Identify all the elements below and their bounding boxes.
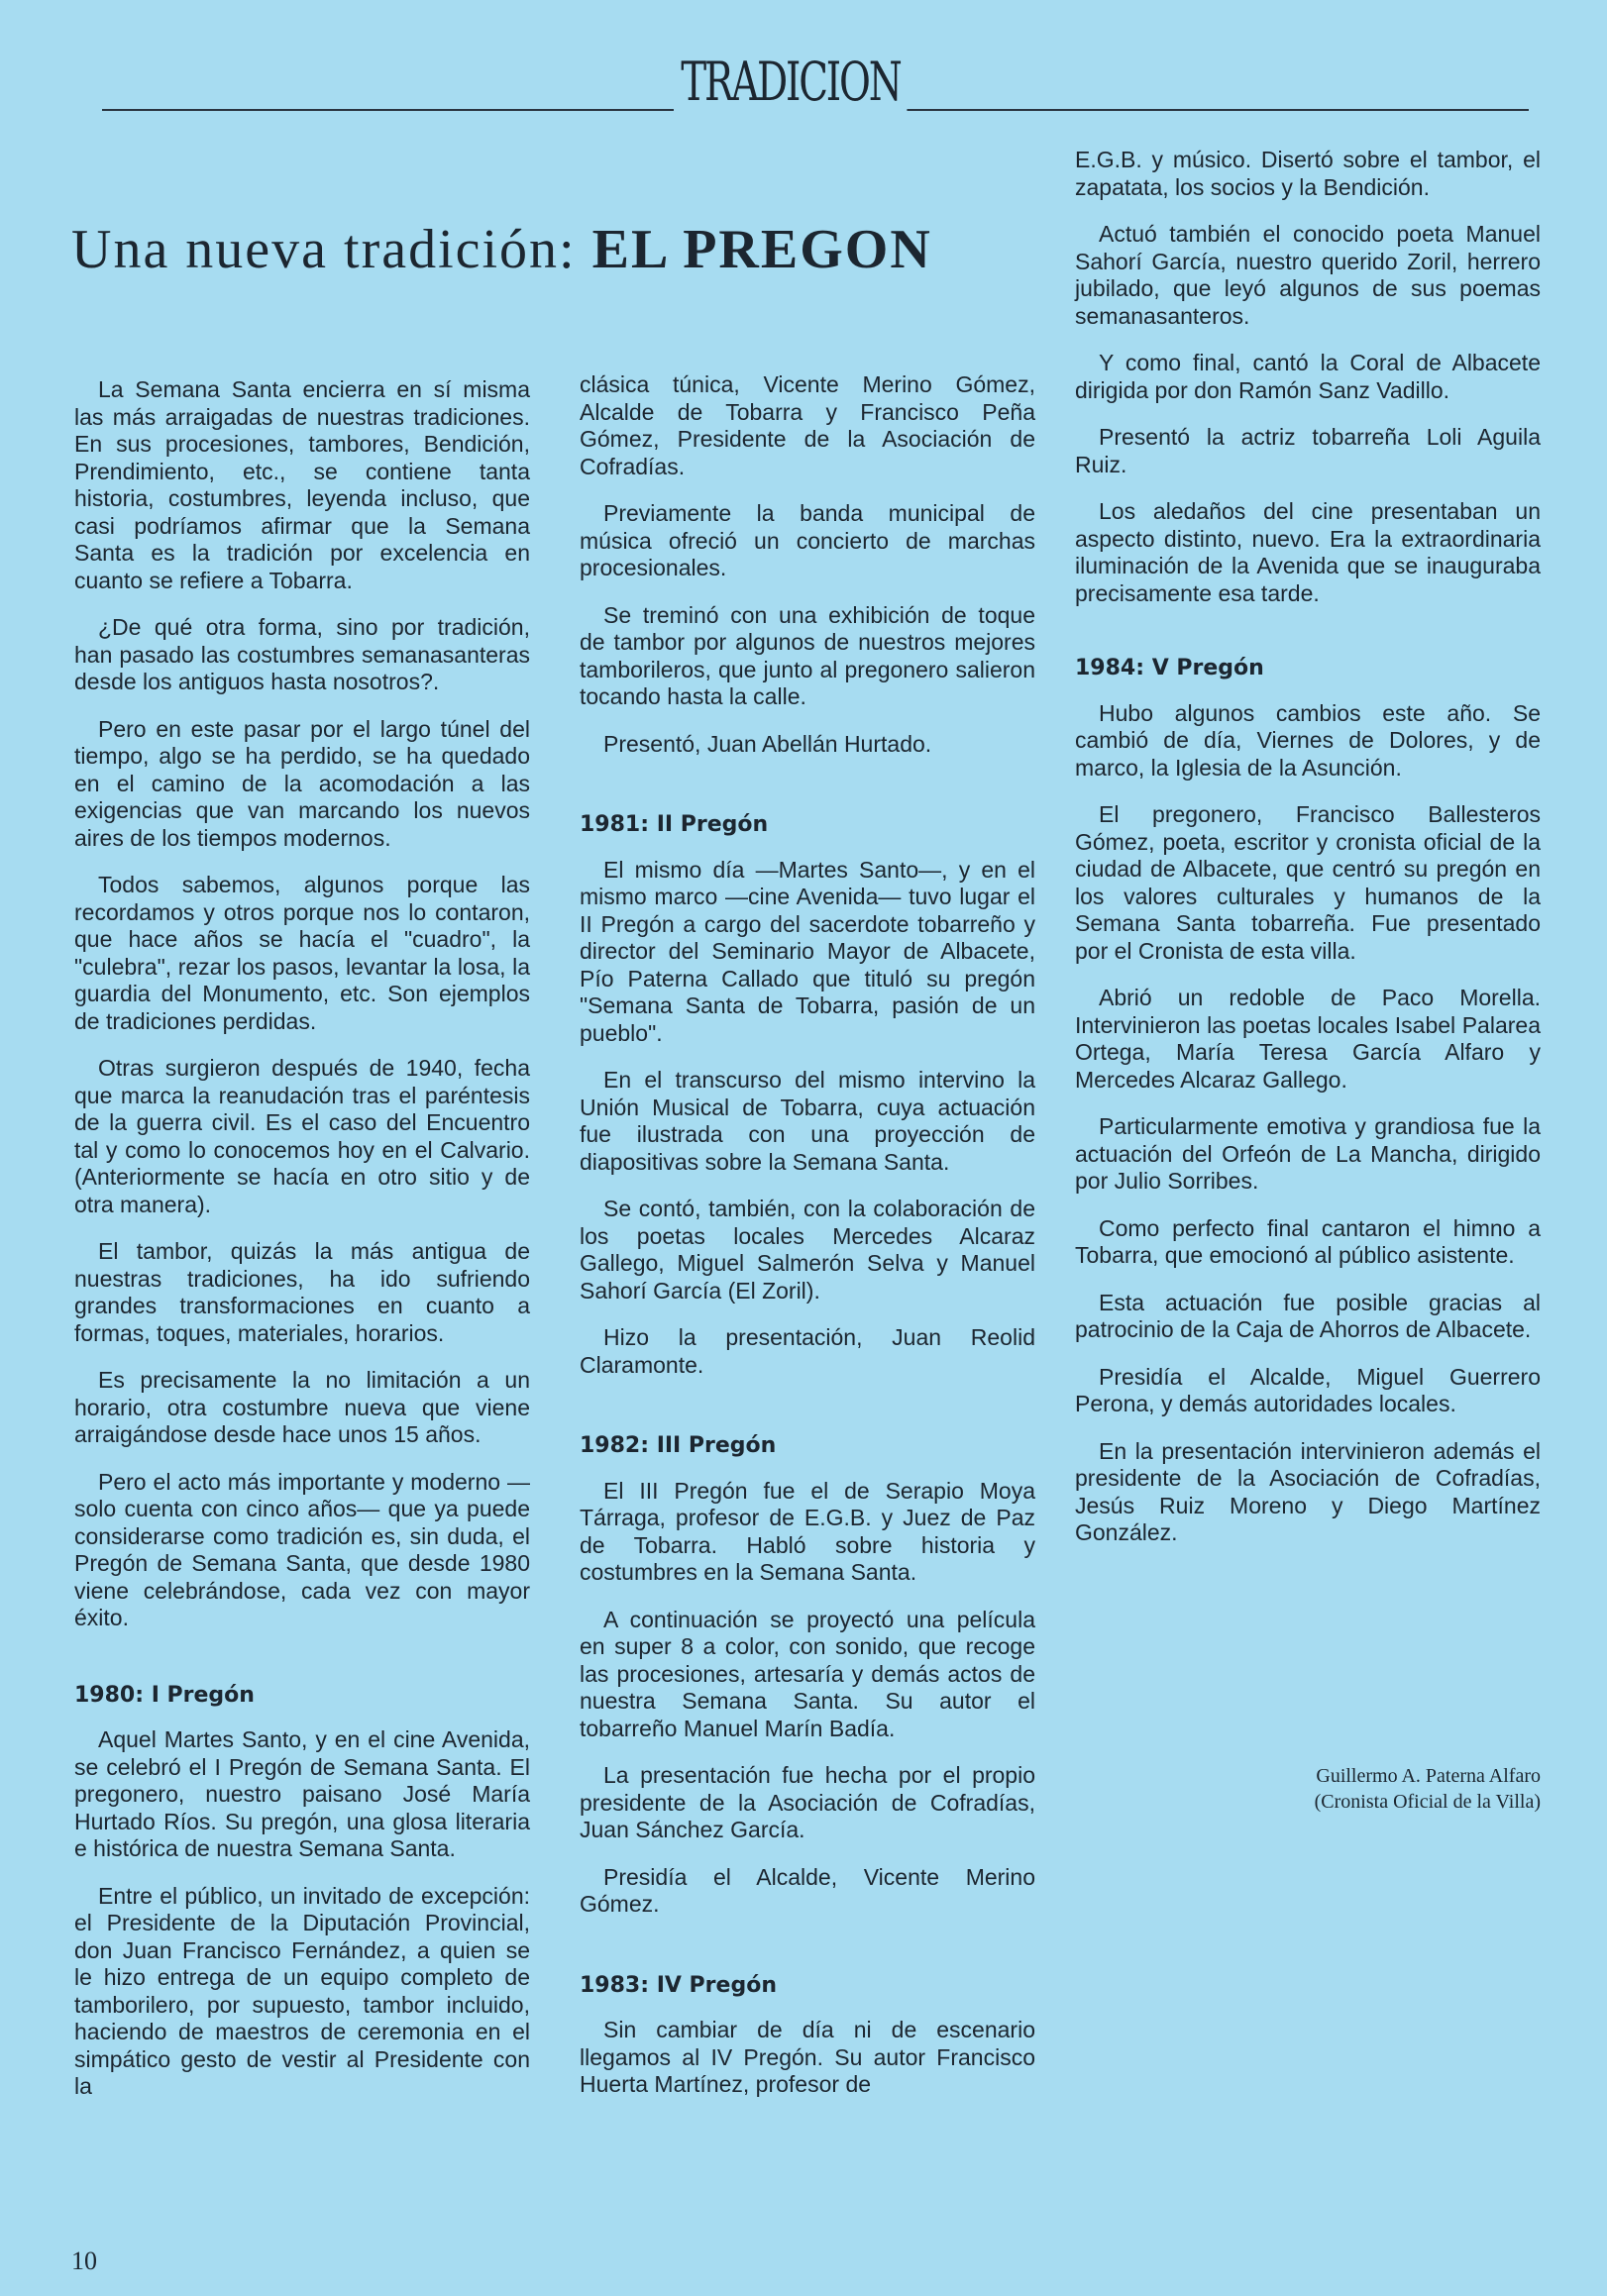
paragraph: La presentación fue hecha por el propio presidente de la Asociación de Cofradías, Juan Sánchez García.	[580, 1762, 1035, 1842]
paragraph: E.G.B. y músico. Disertó sobre el tambor, el zapatata, los socios y la Bendición.	[1075, 147, 1541, 200]
paragraph: El mismo día —Martes Santo—, y en el mismo marco —cine Avenida— tuvo lugar el II Pregón a cargo del sacerdote tobarreño y director del Seminario Mayor de Albacete, Pío Paterna Callado que tituló su pregón "Semana Santa de Tobarra, pasión de un pueblo".	[580, 856, 1035, 1046]
section-heading-1982: 1982: III Pregón	[580, 1433, 777, 1458]
paragraph: Presentó la actriz tobarreña Loli Aguila Ruiz.	[1075, 424, 1541, 477]
section-heading-1983: 1983: IV Pregón	[580, 1972, 777, 1998]
paragraph: Actuó también el conocido poeta Manuel Sahorí García, nuestro querido Zoril, herrero jubilado, que leyó algunos de sus poemas semanasanteros.	[1075, 221, 1541, 329]
author-role: (Cronista Oficial de la Villa)	[1314, 1791, 1541, 1813]
paragraph: En la presentación intervinieron además el presidente de la Asociación de Cofradías, Jesús Ruiz Moreno y Diego Martínez González.	[1075, 1437, 1541, 1545]
paragraph: clásica túnica, Vicente Merino Gómez, Alcalde de Tobarra y Francisco Peña Gómez, Presidente de la Asociación de Cofradías.	[580, 371, 1035, 479]
column-3	[1075, 147, 1541, 1567]
paragraph: Es precisamente la no limitación a un horario, otra costumbre nueva que viene arraigándose desde hace unos 15 años.	[74, 1367, 530, 1447]
page-number: 10	[71, 2246, 97, 2275]
paragraph: Presentó, Juan Abellán Hurtado.	[603, 730, 932, 757]
paragraph: Otras surgieron después de 1940, fecha que marca la reanudación tras el paréntesis de la guerra civil. Es el caso del Encuentro tal y como lo conocemos hoy en el Calvario. (Anteriormente se hacía en otro sitio y de otra manera).	[74, 1055, 530, 1217]
title-caps: EL PREGON	[591, 219, 932, 280]
paragraph: A continuación se proyectó una película en super 8 a color, con sonido, que recoge las procesiones, artesaría y demás actos de nuestra Semana Santa. Su autor el tobarreño Manuel Marín Badía.	[580, 1606, 1035, 1741]
paragraph: Y como final, cantó la Coral de Albacete dirigida por don Ramón Sanz Vadillo.	[1075, 350, 1541, 403]
section-heading-1980: 1980: I Pregón	[74, 1682, 255, 1708]
paragraph: Previamente la banda municipal de música ofreció un concierto de marchas procesionales.	[580, 500, 1035, 580]
paragraph: El tambor, quizás la más antigua de nuestras tradiciones, ha ido sufriendo grandes transformaciones en cuanto a formas, toques, materiales, horarios.	[74, 1238, 530, 1346]
paragraph: Hizo la presentación, Juan Reolid Claramonte.	[580, 1324, 1035, 1378]
paragraph: Pero en este pasar por el largo túnel del tiempo, algo se ha perdido, se ha quedado en el camino de la acomodación a las exigencias que van marcando los nuevos aires de los tiempos modernos.	[74, 715, 530, 851]
paragraph: Abrió un redoble de Paco Morella. Intervinieron las poetas locales Isabel Palarea Ortega, María Teresa García Alfaro y Mercedes Alcaraz Gallego.	[1075, 985, 1541, 1093]
paragraph: Sin cambiar de día ni de escenario llegamos al IV Pregón. Su autor Francisco Huerta Martínez, profesor de	[580, 2017, 1035, 2097]
paragraph: El III Pregón fue el de Serapio Moya Tárraga, profesor de E.G.B. y Juez de Paz de Tobarra. Habló sobre historia y costumbres en la Semana Santa.	[580, 1477, 1035, 1585]
paragraph: Particularmente emotiva y grandiosa fue la actuación del Orfeón de La Mancha, dirigido por Julio Sorribes.	[1075, 1113, 1541, 1194]
paragraph: Se contó, también, con la colaboración de los poetas locales Mercedes Alcaraz Gallego, Miguel Salmerón Selva y Manuel Sahorí García (El Zoril).	[580, 1196, 1035, 1304]
paragraph: Hubo algunos cambios este año. Se cambió de día, Viernes de Dolores, y de marco, la Iglesia de la Asunción.	[1075, 699, 1541, 781]
paragraph: Los aledaños del cine presentaban un aspecto distinto, nuevo. Era la extraordinaria iluminación de la Avenida que se inauguraba precisamente esa tarde.	[1075, 498, 1541, 606]
paragraph: Como perfecto final cantaron el himno a Tobarra, que emocionó al público asistente.	[1075, 1214, 1541, 1268]
paragraph: Todos sabemos, algunos porque las recordamos y otros porque nos lo contaron, que hace años se hacía el "cuadro", la "culebra", rezar los pasos, levantar la losa, la guardia del Monumento, etc. Son ejemplos de tradiciones perdidas.	[74, 872, 530, 1034]
paragraph: Presidía el Alcalde, Miguel Guerrero Perona, y demás autoridades locales.	[1075, 1363, 1541, 1416]
paragraph: Esta actuación fue posible gracias al patrocinio de la Caja de Ahorros de Albacete.	[1075, 1289, 1541, 1342]
paragraph: Presidía el Alcalde, Vicente Merino Gómez.	[580, 1863, 1035, 1917]
paragraph: Entre el público, un invitado de excepción: el Presidente de la Diputación Provincial, don Juan Francisco Fernández, a quien se le hizo entrega de un equipo completo de tamborilero, por supuesto, tambor incluido, haciendo de maestros de ceremonia en el simpático gesto de vestir al Presidente con la	[74, 1882, 530, 2099]
paragraph: La Semana Santa encierra en sí misma las más arraigadas de nuestras tradiciones. En sus procesiones, tambores, Bendición, Prendimiento, etc., se contiene tanta historia, costumbres, leyenda incluso, que casi podríamos afirmar que la Semana Santa es la tradición por excelencia en cuanto se refiere a Tobarra.	[74, 376, 530, 593]
section-heading-1984: 1984: V Pregón	[1075, 656, 1264, 680]
column-1	[74, 376, 530, 2121]
paragraph: En el transcurso del mismo intervino la Unión Musical de Tobarra, cuya actuación fue ilustrada con una proyección de diapositivas sobre la Semana Santa.	[580, 1067, 1035, 1175]
column-2	[580, 371, 1035, 2119]
paragraph: Aquel Martes Santo, y en el cine Avenida, se celebró el I Pregón de Semana Santa. El pregonero, nuestro paisano José María Hurtado Ríos. Su pregón, una glosa literaria e histórica de nuestra Semana Santa.	[74, 1726, 530, 1861]
section-label: TRADICION	[674, 52, 908, 113]
article-title	[71, 218, 932, 281]
section-heading-1981: 1981: II Pregón	[580, 812, 769, 837]
author-signature	[1129, 1763, 1541, 1815]
paragraph: El pregonero, Francisco Ballesteros Gómez, poeta, escritor y cronista oficial de la ciudad de Albacete, que centró su pregón en los valores culturales y humanos de la Semana Santa tobarreña. Fue presentado por el Cronista de esta villa.	[1075, 801, 1541, 964]
paragraph: Pero el acto más importante y moderno —solo cuenta con cinco años— que ya puede considerarse como tradición es, sin duda, el Pregón de Semana Santa, que desde 1980 viene celebrándose, cada vez con mayor éxito.	[74, 1468, 530, 1630]
title-lead: Una nueva tradición:	[71, 219, 592, 280]
paragraph: ¿De qué otra forma, sino por tradición, han pasado las costumbres semanasanteras desde los antiguos hasta nosotros?.	[74, 614, 530, 694]
author-name: Guillermo A. Paterna Alfaro	[1316, 1765, 1541, 1787]
paragraph: Se treminó con una exhibición de toque de tambor por algunos de nuestros mejores tamborileros, que junto al pregonero salieron tocando hasta la calle.	[580, 601, 1035, 709]
